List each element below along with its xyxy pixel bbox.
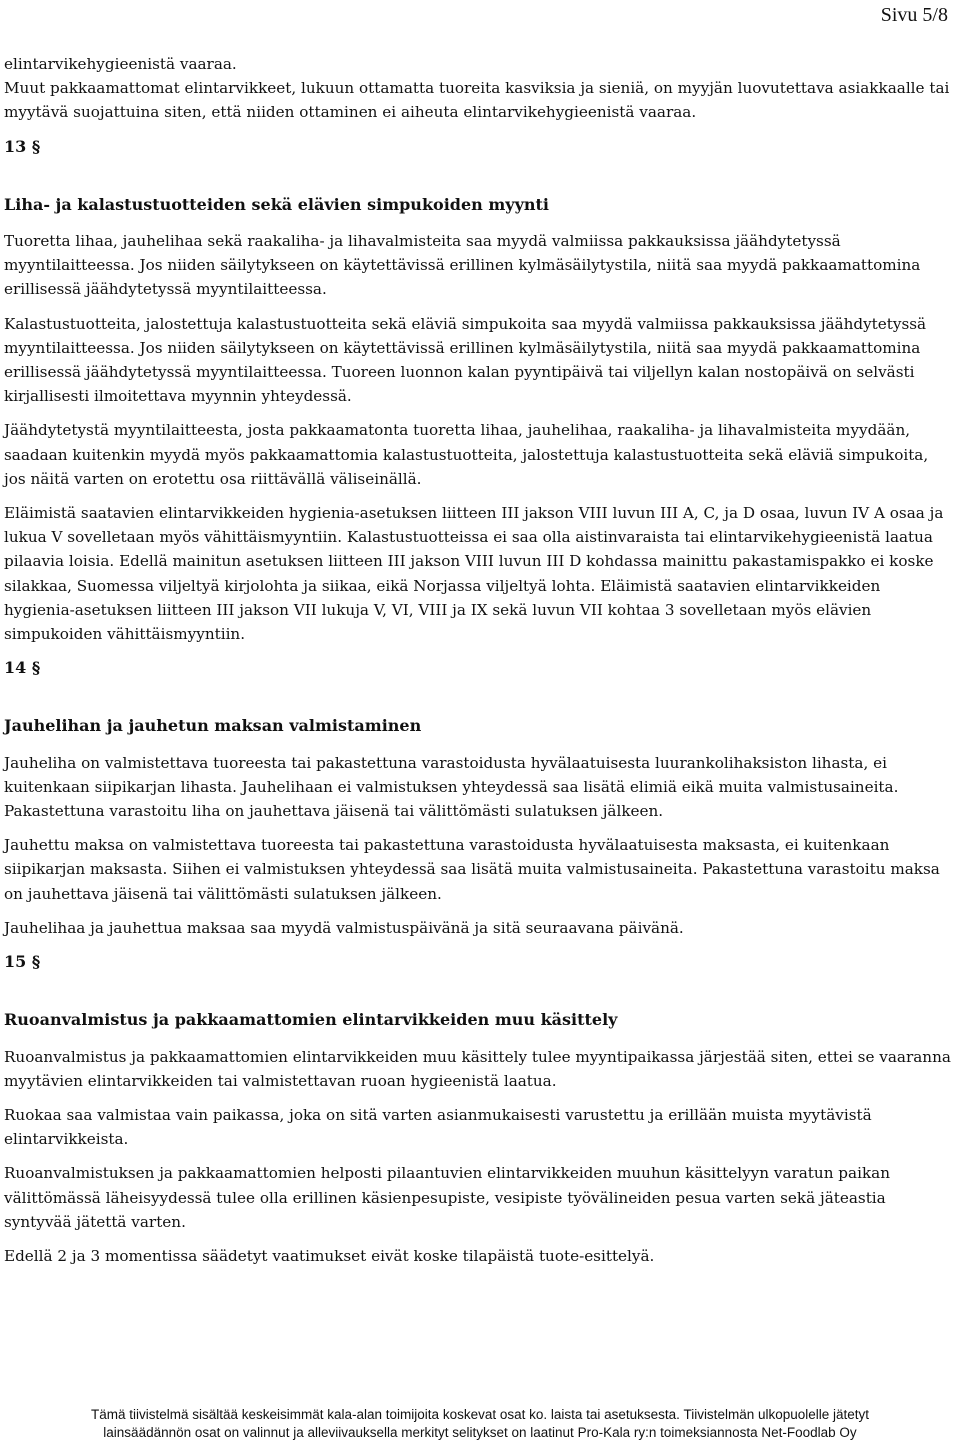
section-15-title: Ruoanvalmistus ja pakkaamattomien elintarvikkeiden muu käsittely bbox=[4, 1010, 618, 1030]
section-13-title: Liha- ja kalastustuotteiden sekä elävien simpukoiden myynti bbox=[4, 194, 549, 214]
intro-paragraph-1: elintarvikehygieenistä vaaraa. bbox=[4, 55, 237, 73]
footer-line-1: Tämä tiivistelmä sisältää keskeisimmät kala-alan toimijoita koskevat osat ko. laista tai asetuksesta. Tiivistelmän ulkopuolelle jätetyt bbox=[90, 1407, 870, 1422]
section-15-paragraph: Ruoanvalmistuksen ja pakkaamattomien helposti pilaantuvien elintarvikkeiden muuhun käsittelyyn varatun paikan välittömässä läheisyydessä tulee olla erillinen käsienpesupiste, vesipiste työvälineiden pesua varten sekä jäteastia syntyvää jätettä varten. bbox=[4, 1164, 890, 1231]
section-13-number: 13 § bbox=[4, 136, 41, 156]
section-13-paragraph: Kalastustuotteita, jalostettuja kalastustuotteita sekä eläviä simpukoita saa myydä valmiissa pakkauksissa jäähdytetyssä myyntilaitteessa. Jos niiden säilytykseen on käytettävissä erillinen kylmäsäilytystila, niitä saa myydä pakkaamattomina erillisessä jäähdytetyssä myyntilaitteessa. Tuoreen luonnon kalan pyyntipäivä tai viljellyn kalan nostopäivä on selvästi kirjallisesti ilmoitettava myynnin yhteydessä. bbox=[4, 314, 927, 406]
section-14-paragraph: Jauheliha on valmistettava tuoreesta tai pakastettuna varastoidusta hyvälaatuisesta luurankolihaksiston lihasta, ei kuitenkaan siipikarjan lihasta. Jauhelihaan ei valmistuksen yhteydessä saa lisätä elimiä eikä muita valmistusaineita. Pakastettuna varastoitu liha on jauhettava jäisenä tai välittömästi sulatuksen jälkeen. bbox=[4, 753, 899, 821]
section-15-paragraph: Edellä 2 ja 3 momentissa säädetyt vaatimukset eivät koske tilapäistä tuote-esittelyä. bbox=[4, 1246, 655, 1265]
section-14-paragraph: Jauhelihaa ja jauhettua maksaa saa myydä valmistuspäivänä ja sitä seuraavana päivänä. bbox=[4, 918, 684, 937]
section-13-paragraph: Tuoretta lihaa, jauhelihaa sekä raakaliha- ja lihavalmisteita saa myydä valmiissa pakkauksissa jäähdytetyssä myyntilaitteessa. Jos niiden säilytykseen on käytettävissä erillinen kylmäsäilytystila, niitä saa myydä pakkaamattomina erillisessä jäähdytetyssä myyntilaitteessa. bbox=[4, 232, 921, 299]
section-15-number: 15 § bbox=[4, 952, 41, 972]
footer-note bbox=[0, 1406, 960, 1442]
intro-paragraph-2: Muut pakkaamattomat elintarvikkeet, lukuun ottamatta tuoreita kasviksia ja sieniä, on myyjän luovutettava asiakkaalle tai myytävä suojattuina siten, että niiden ottaminen ei aiheuta elintarvikehygieenistä vaaraa. bbox=[4, 79, 950, 122]
page-number: Sivu 5/8 bbox=[880, 4, 948, 26]
section-13-paragraph: Jäähdytetystä myyntilaitteesta, josta pakkaamatonta tuoretta lihaa, jauhelihaa, raakaliha- ja lihavalmisteita myydään, saadaan kuitenkin myydä myös pakkaamattomia kalastustuotteita, jalostettuja kalastustuotteita sekä eläviä simpukoita, jos näitä varten on erotettu osa riittävällä väliseinällä. bbox=[4, 421, 929, 488]
section-13-paragraph: Eläimistä saatavien elintarvikkeiden hygienia-asetuksen liitteen III jakson VIII luvun III A, C, ja D osaa, luvun IV A osaa ja lukua V sovelletaan myös vähittäismyyntiin. Kalastustuotteissa ei saa olla aistinvaraista tai elintarvikehygieenistä laatua pilaavia loisia. Edellä mainitun asetuksen liitteen III jakson VIII luvun III D kohdassa mainittu pakastamispakko ei koske silakkaa, Suomessa viljeltyä kirjolohta ja siikaa, eikä Norjassa viljeltyä lohta. Eläimistä saatavien elintarvikkeiden hygienia-asetuksen liitteen III jakson VII lukuja V, VI, VIII ja IX sekä luvun VII kohtaa 3 sovelletaan myös elävien simpukoiden vähittäismyyntiin. bbox=[4, 504, 944, 644]
section-15-paragraph: Ruoanvalmistus ja pakkaamattomien elintarvikkeiden muu käsittely tulee myyntipaikassa järjestää siten, ettei se vaaranna myytävien elintarvikkeiden tai valmistettavan ruoan hygieenistä laatua. bbox=[4, 1047, 951, 1090]
section-14-number: 14 § bbox=[4, 658, 41, 678]
footer-line-2: lainsäädännön osat on valinnut ja alleviivauksella merkityt selitykset on laatinut Pro-Kala ry:n toimeksiannosta Net-Foodlab Oy bbox=[103, 1425, 857, 1440]
document-body bbox=[4, 52, 954, 1278]
section-14-paragraph: Jauhettu maksa on valmistettava tuoreesta tai pakastettuna varastoidusta hyvälaatuisesta maksasta, ei kuitenkaan siipikarjan maksasta. Siihen ei valmistuksen yhteydessä saa lisätä muita valmistusaineita. Pakastettuna varastoitu maksa on jauhettava jäisenä tai välittömästi sulatuksen jälkeen. bbox=[4, 836, 940, 903]
section-14-title: Jauhelihan ja jauhetun maksan valmistaminen bbox=[4, 716, 422, 736]
section-15-paragraph: Ruokaa saa valmistaa vain paikassa, joka on sitä varten asianmukaisesti varustettu ja erillään muista myytävistä elintarvikkeista. bbox=[4, 1105, 872, 1149]
